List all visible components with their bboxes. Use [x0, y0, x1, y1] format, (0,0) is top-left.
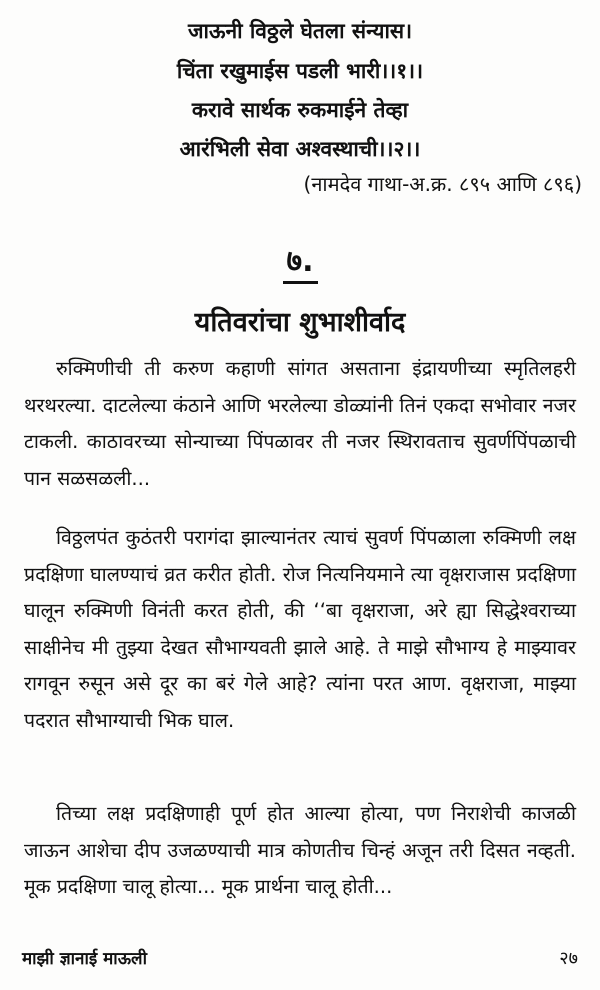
body-paragraph-1: रुक्मिणीची ती करुण कहाणी सांगत असताना इंद्रायणीच्या स्मृतिलहरी थरथरल्या. दाटलेल्या कंठाने आणि भरलेल्या डोळ्यांनी तिनं एकदा सभोवार नजर टाकली. काठावरच्या सोन्याच्या पिंपळावर ती नजर स्थिरावताच सुवर्णपिंपळाची पान सळसळली...: [24, 357, 576, 490]
verse-line-3: करावे सार्थक रुकमाईने तेव्हा: [191, 98, 409, 122]
body-paragraph-3: तिच्या लक्ष प्रदक्षिणाही पूर्ण होत आल्या होत्या, पण निराशेची काजळी जाऊन आशेचा दीप उजळण्याची मात्र कोणतीच चिन्हं अजून तरी दिसत नव्हती. मूक प्रदक्षिणा चालू होत्या... मूक प्रार्थना चालू होती...: [24, 802, 576, 899]
chapter-number-text: ७.: [283, 244, 318, 284]
chapter-title: यतिवरांचा शुभाशीर्वाद: [194, 307, 406, 338]
verse-line-4: आरंभिली सेवा अश्वस्थाची।।२।।: [179, 137, 421, 161]
verse-line-2: चिंता रखुमाईस पडली भारी।।१।।: [176, 59, 424, 83]
footer-book-title: माझी ज्ञानाई माऊली: [22, 949, 147, 969]
footer-page-number: २७: [559, 948, 578, 969]
verse-citation: (नामदेव गाथा-अ.क्र. ८९५ आणि ८९६): [303, 172, 582, 196]
verse-line-1: जाऊनी विठ्ठले घेतला संन्यास।: [187, 19, 413, 43]
body-paragraph-2: विठ्ठलपंत कुठंतरी परागंदा झाल्यानंतर त्याचं सुवर्ण पिंपळाला रुक्मिणी लक्ष प्रदक्षिणा घालण्याचं व्रत करीत होती. रोज नित्यनियमाने त्या वृक्षराजास प्रदक्षिणा घालून रुक्मिणी विनंती करत होती, की ‘‘बा वृक्षराजा, अरे ह्या सिद्धेश्वराच्या साक्षीनेच मी तुझ्या देखत सौभाग्यवती झाले आहे. ते माझे सौभाग्य हे माझ्यावर रागवून रुसून असे दूर का बरं गेले आहे? त्यांना परत आण. वृक्षराजा, माझ्या पदरात सौभाग्याची भिक घाल.: [24, 526, 576, 732]
chapter-number: [0, 244, 600, 280]
